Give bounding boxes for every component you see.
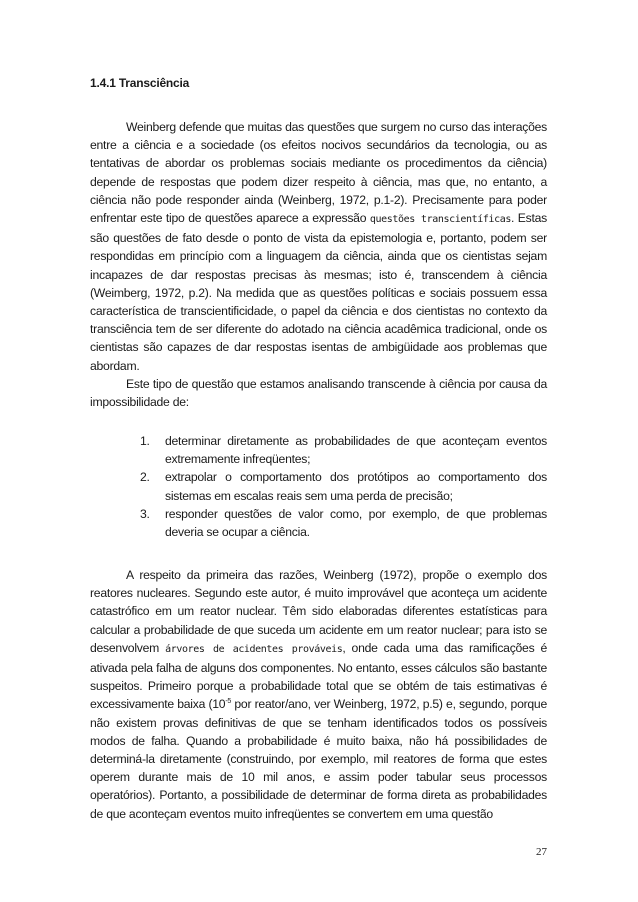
- page-number: 27: [536, 846, 547, 858]
- list-item: 1. determinar diretamente as probabilidades de que aconteçam eventos extremamente infreqüentes;: [140, 434, 547, 467]
- body-text-block: [90, 118, 547, 411]
- exponent-superscript: -5: [225, 698, 232, 706]
- term-transcientific-questions: questões transcientíficas: [369, 214, 511, 226]
- paragraph-nuclear-reactors: A respeito da primeira das razões, Weinberg (1972), propõe o exemplo dos reatores nucleares. Segundo este autor, é muito improvável que aconteça um acidente catastrófico em um reator nuclear. Têm sido elaboradas diferentes estatísticas para calcular a probabilidade de que suceda um acidente em um reator nuclear; para isto se desenvolvem árvores de acidentes prováveis, onde cada uma das ramificações é ativada pela falha de alguns dos componentes. No entanto, esses cálculos são bastante suspeitos. Primeiro porque a probabilidade total que se obtém de tais estimativas é excessivamente baixa ($10^{-5}$ por reator/ano, ver Weinberg, 1972, p.5) e, segundo, porque não existem provas definitivas de que se tenham identificados todos os possíveis modos de falha. Quando a probabilidade é muito baixa, não há possibilidades de determiná-la diretamente (construindo, por exemplo, mil reatores de forma que estes operem durante mais de 10 mil anos, e assim poder tabular seus processos operatórios). Portanto, a possibilidade de determinar de forma direta as probabilidades de que aconteçam eventos muito infreqüentes se convertem em uma questão: [90, 568, 547, 821]
- impossibility-list: [140, 432, 547, 541]
- section-heading: 1.4.1 Transciência: [90, 76, 190, 90]
- paragraph-weinberg-transcience: Weinberg defende que muitas das questões que surgem no curso das interações entre a ciência e a sociedade (os efeitos nocivos secundários da tecnologia, ou as tentativas de abordar os problemas sociais mediante os procedimentos da ciência) depende de respostas que podem dizer respeito à ciência, mas que, no entanto, a ciência não pode responder ainda (Weinberg, 1972, p.1-2). Precisamente para poder enfrentar este tipo de questões aparece a expressão questões transcientíficas. Estas são questões de fato desde o ponto de vista da epistemologia e, portanto, podem ser respondidas em princípio com a linguagem da ciência, ainda que os cientistas sejam incapazes de dar respostas precisas às mesmas; isto é, transcendem à ciência (Weimberg, 1972, p.2). Na medida que as questões políticas e sociais possuem essa característica de transcientificidade, o papel da ciência e dos cientistas no contexto da transciência tem de ser diferente do adotado na ciência acadêmica tradicional, onde os cientistas são capazes de dar respostas isentas de ambigüidade aos problemas que abordam.: [90, 120, 547, 373]
- body-text-block-2: [90, 566, 547, 823]
- list-item: 3. responder questões de valor como, por exemplo, de que problemas deveria se ocupar a ciência.: [140, 506, 547, 540]
- term-accident-trees: árvores de acidentes prováveis: [165, 643, 343, 655]
- paragraph-impossibility-intro: Este tipo de questão que estamos analisando transcende à ciência por causa da impossibilidade de:: [90, 376, 547, 410]
- list-item: 2. extrapolar o comportamento dos protótipos ao comportamento dos sistemas em escalas reais sem uma perda de precisão;: [140, 470, 547, 503]
